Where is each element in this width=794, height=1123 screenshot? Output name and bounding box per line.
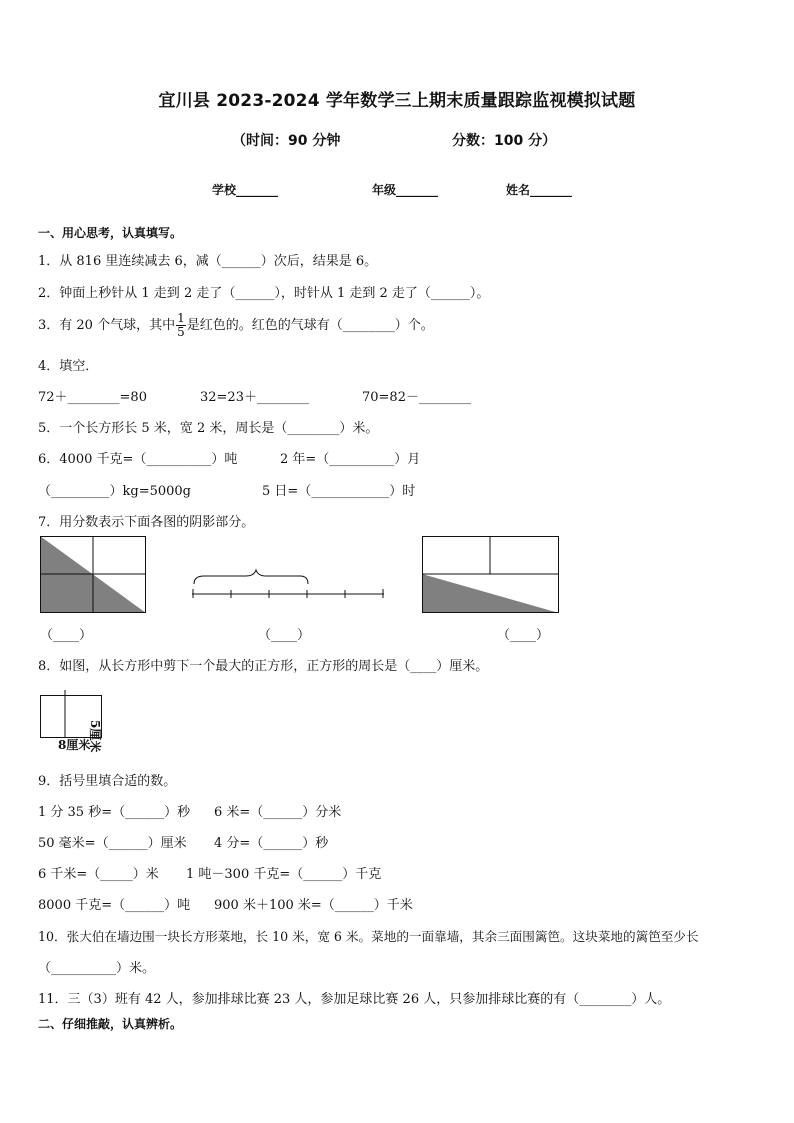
question-9-row4-b: 900 米＋100 米=（______）千米 [214,898,413,913]
question-3 [38,312,434,339]
question-3-suffix: 是红色的。红色的气球有（________）个。 [186,318,434,333]
question-9-row2-a: 50 毫米=（______）厘米 [38,836,187,851]
question-9-row3-a: 6 千米=（_____）米 [38,867,159,882]
question-3-prefix: 3．有 20 个气球，其中 [38,318,176,333]
section-2-heading: 二、仔细推敲，认真辨析。 [38,1017,183,1031]
question-6-a: 6．4000 千克=（__________）吨 [38,452,238,467]
time-limit: （时间：90 分钟 [232,133,341,149]
total-score: 分数：100 分） [452,133,557,149]
section-1-heading: 一、用心思考，认真填写。 [38,226,183,240]
question-10-line-1: 10．张大伯在墙边围一块长方形菜地，长 10 米，宽 6 米。菜地的一面靠墙，其余三面围篱笆。这块菜地的篱笆至少长 [38,929,699,944]
question-9-row3-b: 1 吨－300 千克=（______）千克 [186,867,382,882]
school-field: 学校_______ [212,183,279,197]
question-9-row4-a: 8000 千克=（______）吨 [38,898,191,913]
question-4-a: 72＋________=80 [38,390,147,405]
question-9-row2-b: 4 分=（______）秒 [214,836,329,851]
question-9-row1-b: 6 米=（______）分米 [214,805,342,820]
question-2: 2．钟面上秒针从 1 走到 2 走了（______），时针从 1 走到 2 走了（______）。 [38,286,490,301]
question-7: 7．用分数表示下面各图的阴影部分。 [38,515,255,530]
fraction-one-fifth [176,312,186,339]
q7-answer-1: （____） [40,628,93,643]
question-10-line-2: （__________）米。 [38,961,156,976]
question-1: 1．从 816 里连续减去 6，减（______）次后，结果是 6。 [38,254,378,269]
question-8: 8．如图，从长方形中剪下一个最大的正方形，正方形的周长是（____）厘米。 [38,659,489,674]
fraction-denominator: 5 [177,325,185,339]
q7-figure-segment-brace [190,570,386,606]
grade-field: 年级_______ [372,183,439,197]
question-4-c: 70=82－________ [362,390,471,405]
q7-figure-grid-triangle [40,536,146,613]
q7-figure-rect-triangle [422,536,559,613]
question-4: 4．填空． [38,359,99,374]
exam-title: 宜川县 2023-2024 学年数学三上期末质量跟踪监视模拟试题 [158,91,636,111]
question-4-b: 32=23＋________ [200,390,309,405]
q8-height-label: 5厘米 [88,720,102,753]
question-5: 5．一个长方形长 5 米，宽 2 米，周长是（________）米。 [38,421,379,436]
question-9-row1-a: 1 分 35 秒=（______）秒 [38,805,191,820]
question-6-d: 5 日=（____________）时 [262,484,416,499]
shaded-triangle [422,574,559,613]
fraction-numerator: 1 [177,311,185,325]
brace [194,570,308,584]
question-6-c: （_________）kg=5000g [38,484,191,499]
q8-width-label: 8厘米 [58,738,91,752]
q7-answer-2: （____） [258,628,311,643]
question-6-b: 2 年=（__________）月 [280,452,421,467]
name-field: 姓名_______ [506,183,573,197]
question-11: 11．三（3）班有 42 人，参加排球比赛 23 人，参加足球比赛 26 人，只参加排球比赛的有（________）人。 [38,992,671,1007]
q7-answer-3: （____） [497,628,550,643]
question-9: 9．括号里填合适的数。 [38,774,177,789]
